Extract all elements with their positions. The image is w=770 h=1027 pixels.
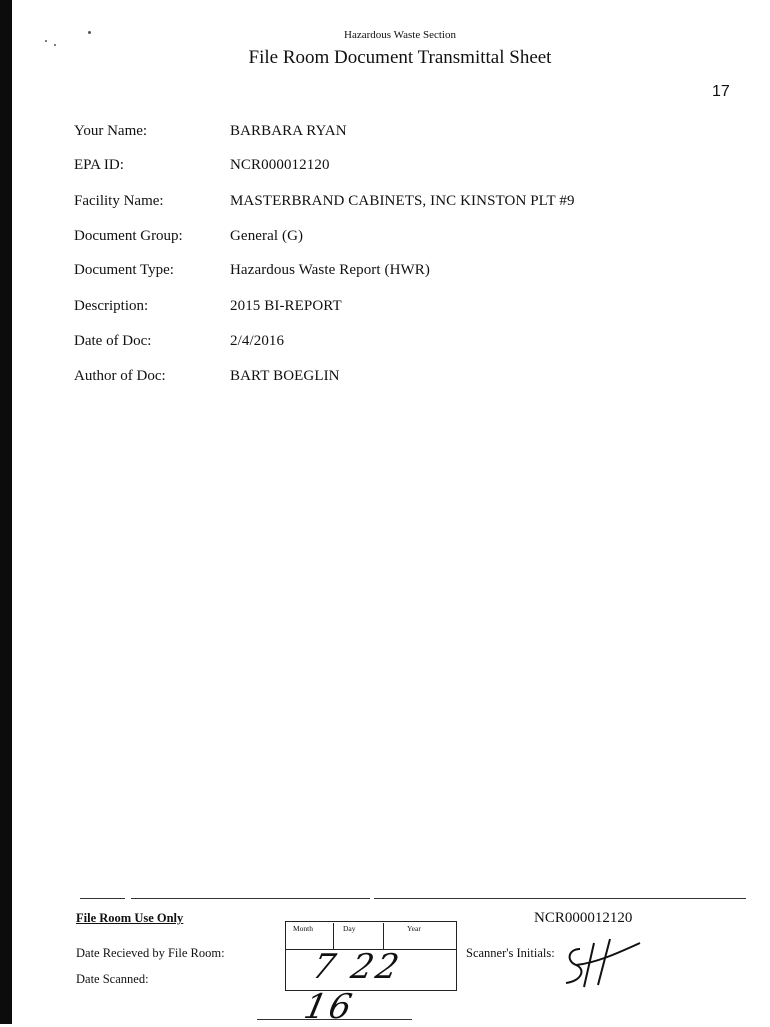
author-of-doc-label: Author of Doc: — [74, 368, 166, 384]
document-type-value: Hazardous Waste Report (HWR) — [230, 262, 431, 278]
date-stamp-box — [285, 921, 457, 1027]
date-of-doc-label: Date of Doc: — [74, 333, 152, 349]
page-number: 17 — [712, 83, 730, 100]
scanner-initials-label: Scanner's Initials: — [466, 946, 555, 960]
description-label: Description: — [74, 298, 149, 314]
date-of-doc-value: 2/4/2016 — [230, 333, 285, 349]
scan-speck — [54, 44, 56, 46]
document-group-label: Document Group: — [74, 228, 183, 244]
date-scanned-label: Date Scanned: — [76, 972, 149, 986]
year-header: Year — [407, 924, 421, 933]
your-name-label: Your Name: — [74, 123, 148, 139]
month-header: Month — [293, 924, 314, 933]
day-header: Day — [343, 924, 356, 933]
scan-edge-bar — [0, 0, 12, 1024]
page-bottom-rule — [257, 1019, 412, 1020]
date-received-label: Date Recieved by File Room: — [76, 946, 225, 960]
scanner-initials-signature — [562, 935, 642, 990]
epa-id-value: NCR000012120 — [230, 157, 330, 173]
handwritten-date: 7 22 16 — [300, 947, 406, 1027]
sheet-title: File Room Document Transmittal Sheet — [248, 47, 552, 68]
file-room-use-only-heading: File Room Use Only — [76, 911, 184, 925]
footer-epa-id: NCR000012120 — [534, 910, 633, 926]
your-name-value: BARBARA RYAN — [230, 123, 347, 139]
date-box-column-divider — [383, 923, 384, 949]
date-box-column-divider — [333, 923, 334, 949]
footer-divider — [80, 898, 746, 899]
section-title: Hazardous Waste Section — [344, 29, 456, 41]
epa-id-label: EPA ID: — [74, 157, 124, 173]
description-value: 2015 BI-REPORT — [230, 298, 342, 314]
facility-name-label: Facility Name: — [74, 193, 164, 209]
document-type-label: Document Type: — [74, 262, 174, 278]
document-group-value: General (G) — [230, 228, 304, 244]
author-of-doc-value: BART BOEGLIN — [230, 368, 340, 384]
facility-name-value: MASTERBRAND CABINETS, INC KINSTON PLT #9 — [230, 193, 575, 209]
